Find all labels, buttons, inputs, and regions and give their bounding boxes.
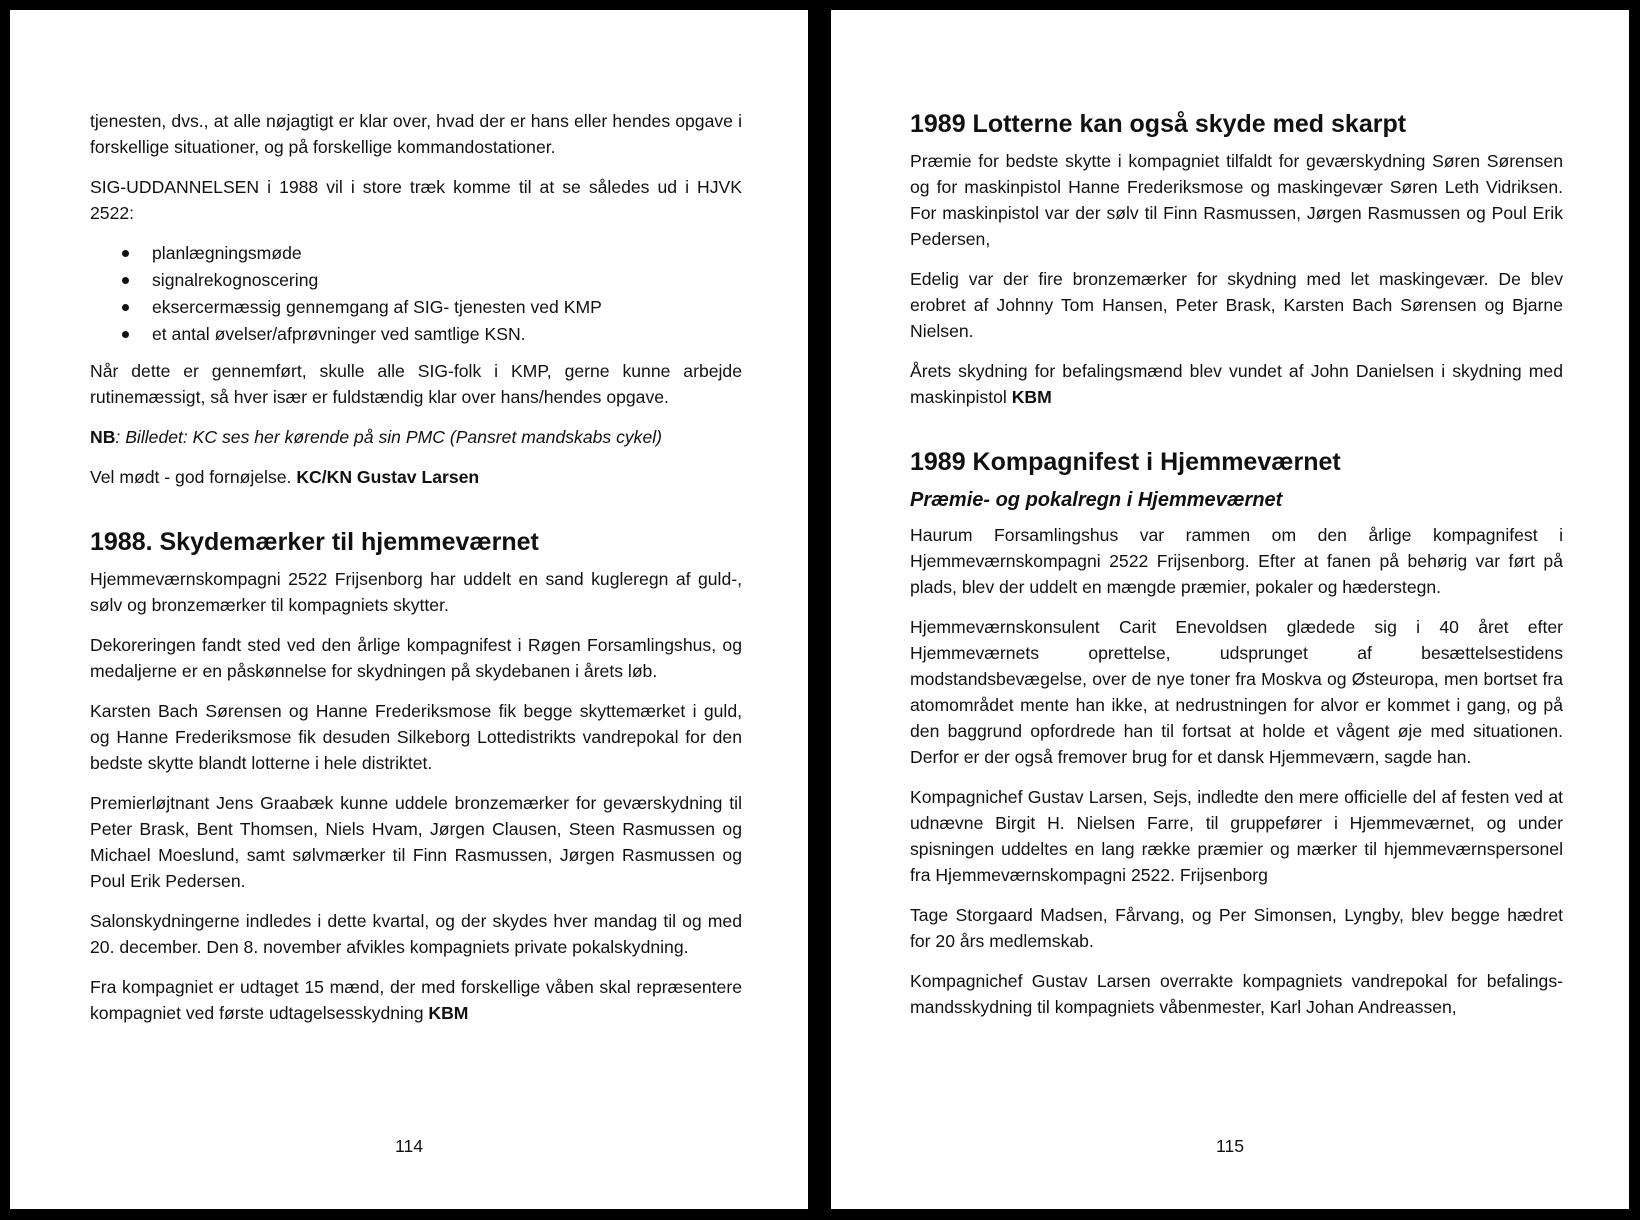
section-heading: 1989 Kompagnifest i Hjemmeværnet <box>910 448 1341 476</box>
list-item-label: et antal øvelser/afprøvninger ved samtlige KSN. <box>152 324 526 344</box>
list-item-label: planlægningsmøde <box>152 243 302 263</box>
source-tag: KBM <box>1011 387 1052 407</box>
paragraph: Når dette er gennemført, skulle alle SIG-folk i KMP, gerne kunne arbejde rutinemæssigt, så hver især er fuldstændig klar over hans/hendes opgave. <box>90 361 742 407</box>
left-page-content <box>90 108 742 1040</box>
source-tag: KBM <box>428 1003 469 1023</box>
paragraph: Premierløjtnant Jens Graabæk kunne uddele bronzemærker for geværskydning til Peter Brask, Bent Thomsen, Niels Hvam, Jørgen Clausen, Steen Rasmussen og Michael Moeslund, samt sølvmærker til Finn Rasmussen, Jørgen Rasmussen og Poul Erik Pedersen. <box>90 793 742 891</box>
list-item <box>122 240 742 267</box>
section-heading: 1989 Lotterne kan også skyde med skarpt <box>910 110 1407 138</box>
paragraph: SIG-UDDANNELSEN i 1988 vil i store træk komme til at se således ud i HJVK 2522: <box>90 177 742 223</box>
paragraph: Haurum Forsamlingshus var rammen om den årlige kompagnifest i Hjemmeværnskompagni 2522 Frijsenborg. Efter at fanen på behørig var ført på plads, blev der uddelt en mængde præmier, pokaler og hæderstegn. <box>910 525 1563 597</box>
section-subheading: Præmie- og pokalregn i Hjemmeværnet <box>910 489 1283 511</box>
page-number: 115 <box>1215 1136 1245 1156</box>
list-item-label: signalrekognoscering <box>152 270 319 290</box>
list-item-label: eksercermæssig gennemgang af SIG- tjenesten ved KMP <box>152 297 602 317</box>
paragraph: Karsten Bach Sørensen og Hanne Frederiksmose fik begge skyttemærket i guld, og Hanne Frederiksmose fik desuden Silkeborg Lottedistrikts vandrepokal for den bedste skytte blandt lotterne i hele distriktet. <box>90 701 742 773</box>
right-page-content <box>910 108 1563 1034</box>
paragraph: Edelig var der fire bronzemærker for skydning med let maskingevær. De blev erobret af Johnny Tom Hansen, Peter Brask, Karsten Bach Sørensen og Bjarne Nielsen. <box>910 269 1563 341</box>
paragraph: Dekoreringen fandt sted ved den årlige kompagnifest i Røgen Forsamlingshus, og medaljerne er en påskønnelse for skydningen på skydebanen i årets løb. <box>90 635 742 681</box>
paragraph: Tage Storgaard Madsen, Fårvang, og Per Simonsen, Lyngby, blev begge hædret for 20 års medlemskab. <box>910 905 1563 951</box>
bullet-icon <box>122 304 129 311</box>
nb-text: : Billedet: KC ses her kørende på sin PMC (Pansret mandskabs cykel) <box>115 427 663 447</box>
list-item <box>122 321 742 348</box>
signoff-name: KC/KN Gustav Larsen <box>296 467 480 487</box>
paragraph-text: Årets skydning for befalingsmænd blev vundet af John Danielsen i skydning med maskinpistol <box>910 361 1563 407</box>
signoff-text: Vel mødt - god fornøjelse. <box>90 467 297 487</box>
bullet-icon <box>122 331 129 338</box>
right-page <box>831 10 1629 1209</box>
nb-label: NB <box>90 427 116 447</box>
paragraph <box>90 974 742 1026</box>
paragraph: Hjemmeværnskonsulent Carit Enevoldsen glædede sig i 40 året efter Hjemmeværnets oprettelse, udsprunget af besættelsestidens modstandsbevægelse, over de nye toner fra Moskva og Østeuropa, men bortset fra atomområdet mente han ikke, at nedrustningen for alvor er kommet i gang, og på den baggrund opfordrede han til fortsat at holde et vågent øje med situationen. Derfor er der også fremover brug for et dansk Hjemmeværn, sagde han. <box>910 617 1563 767</box>
paragraph <box>910 358 1563 410</box>
list-item <box>122 294 742 321</box>
section-heading: 1988. Skydemærker til hjemmeværnet <box>90 528 539 556</box>
left-page <box>10 10 808 1209</box>
paragraph: tjenesten, dvs., at alle nøjagtigt er klar over, hvad der er hans eller hendes opgave i forskellige situationer, og på forskellige kommandostationer. <box>90 111 742 157</box>
bullet-icon <box>122 277 129 284</box>
bullet-list <box>90 240 742 348</box>
signoff <box>90 464 742 490</box>
paragraph-text: Fra kompagniet er udtaget 15 mænd, der med forskellige våben skal repræsentere kompagniet ved første udtagelsesskydning <box>90 977 742 1023</box>
paragraph: Salonskydningerne indledes i dette kvartal, og der skydes hver mandag til og med 20. december. Den 8. november afvikles kompagniets private pokalskydning. <box>90 911 742 957</box>
paragraph: Præmie for bedste skytte i kompagniet tilfaldt for geværskydning Søren Sørensen og for maskinpistol Hanne Frederiksmose og maskingevær Søren Leth Vidriksen. For maskinpistol var der sølv til Finn Rasmussen, Jørgen Rasmussen og Poul Erik Pedersen, <box>910 151 1563 249</box>
bullet-icon <box>122 250 129 257</box>
nb-note <box>90 424 742 450</box>
page-number: 114 <box>394 1136 424 1156</box>
list-item <box>122 267 742 294</box>
paragraph: Kompagnichef Gustav Larsen overrakte kompagniets vandrepokal for befalings-mandsskydning til kompagniets våbenmester, Karl Johan Andreassen, <box>910 971 1563 1017</box>
paragraph: Hjemmeværnskompagni 2522 Frijsenborg har uddelt en sand kugleregn af guld-, sølv og bronzemærker til kompagniets skytter. <box>90 569 742 615</box>
paragraph: Kompagnichef Gustav Larsen, Sejs, indledte den mere officielle del af festen ved at udnævne Birgit H. Nielsen Farre, til gruppefører i Hjemmeværnet, og under spisningen uddeltes en lang række præmier og mærker til hjemmeværnspersonel fra Hjemmeværnskompagni 2522. Frijsenborg <box>910 787 1563 885</box>
